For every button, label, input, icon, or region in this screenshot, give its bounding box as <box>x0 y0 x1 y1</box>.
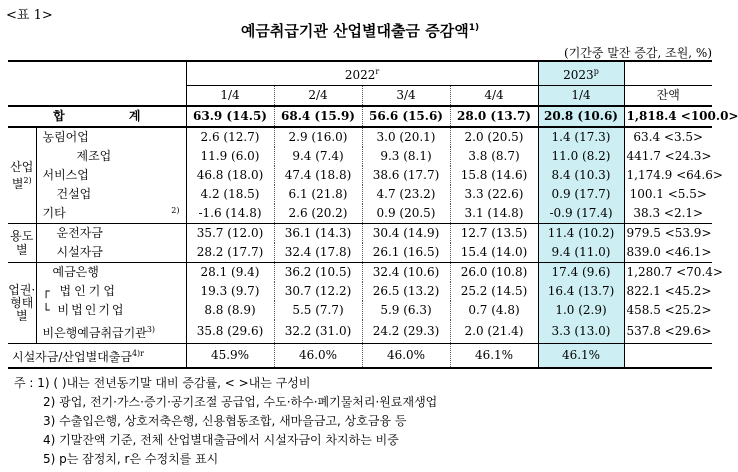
cell: 0.9 (20.5) <box>362 204 450 224</box>
cell: 17.4 (9.6) <box>538 263 624 283</box>
cell: 5.5 (7.7) <box>274 301 362 320</box>
row-label: 시설자금 <box>36 243 186 263</box>
cell: 46.8 (18.0) <box>186 166 274 185</box>
row-label: 제조업 <box>36 147 186 166</box>
header-year-row <box>8 61 712 86</box>
cell: 3.0 (20.1) <box>362 127 450 147</box>
row-label: 건설업 <box>36 185 186 204</box>
header-blank <box>8 61 186 106</box>
cell: 1,280.7 <70.4> <box>624 263 712 283</box>
table-row <box>8 243 712 263</box>
cell: 100.1 <5.5> <box>624 185 712 204</box>
title-footnote-mark: 1) <box>468 23 480 33</box>
note-1: 주 : 1) ( )내는 전년동기말 대비 증감률, < >내는 구성비 <box>14 376 311 390</box>
cell: 46.0% <box>274 344 362 369</box>
cell: 537.8 <29.6> <box>624 320 712 344</box>
cell: 28.2 (17.7) <box>186 243 274 263</box>
cell: 2.6 (20.2) <box>274 204 362 224</box>
row-label: 서비스업 <box>36 166 186 185</box>
row-label: ┌ 법인기업 <box>36 282 186 301</box>
cell: 9.4 (11.0) <box>538 243 624 263</box>
header-q2: 2/4 <box>274 86 362 107</box>
total-value: 28.0 (13.7) <box>450 106 538 127</box>
total-value: 68.4 (15.9) <box>274 106 362 127</box>
table-row <box>8 185 712 204</box>
cell: 11.9 (6.0) <box>186 147 274 166</box>
row-label: 농림어업 <box>36 127 186 147</box>
table-row <box>8 166 712 185</box>
header-q4: 4/4 <box>450 86 538 107</box>
cell: 46.1% <box>450 344 538 369</box>
cell: 26.1 (16.5) <box>362 243 450 263</box>
cell: 979.5 <53.9> <box>624 224 712 244</box>
header-year-2022: 2022$^r$ <box>186 61 538 86</box>
header-q1: 1/4 <box>186 86 274 107</box>
group-type: 업권·형태별 <box>8 282 36 323</box>
cell: 0.9 (17.7) <box>538 185 624 204</box>
cell: 19.3 (9.7) <box>186 282 274 301</box>
cell: 2.6 (12.7) <box>186 127 274 147</box>
cell: 5.9 (6.3) <box>362 301 450 320</box>
loan-table <box>8 60 738 369</box>
note-4: 4) 기말잔액 기준, 전체 산업별대출금에서 시설자금이 차지하는 비중 <box>43 433 399 447</box>
cell: 3.1 (14.8) <box>450 204 538 224</box>
cell: 3.3 (22.6) <box>450 185 538 204</box>
table-row <box>8 224 712 244</box>
cell: 16.4 (13.7) <box>538 282 624 301</box>
total-value: 56.6 (15.6) <box>362 106 450 127</box>
total-value: 1,818.4 <100.0> <box>624 106 712 127</box>
group-usage: 용도별 <box>10 229 34 257</box>
ratio-row <box>8 344 712 369</box>
cell: 822.1 <45.2> <box>624 282 712 301</box>
cell: 35.7 (12.0) <box>186 224 274 244</box>
cell: 3.3 (13.0) <box>538 320 624 344</box>
header-year-2023: 2023$^p$ <box>538 61 624 86</box>
total-label: 합 계 <box>53 109 141 123</box>
cell: 63.4 <3.5> <box>624 127 712 147</box>
cell: 2.9 (16.0) <box>274 127 362 147</box>
cell: 32.4 (17.8) <box>274 243 362 263</box>
cell: 45.9% <box>186 344 274 369</box>
cell: 15.4 (14.0) <box>450 243 538 263</box>
cell: 11.0 (8.2) <box>538 147 624 166</box>
row-label: └ 비법인기업 <box>36 301 186 320</box>
cell: 4.7 (23.2) <box>362 185 450 204</box>
cell: 12.7 (13.5) <box>450 224 538 244</box>
header-blank-balance <box>624 61 712 86</box>
cell: 24.2 (29.3) <box>362 320 450 344</box>
table-row <box>8 320 712 344</box>
cell: 8.8 (8.9) <box>186 301 274 320</box>
cell: 6.1 (21.8) <box>274 185 362 204</box>
cell: 36.2 (10.5) <box>274 263 362 283</box>
cell-empty <box>624 344 712 369</box>
cell: 839.0 <46.1> <box>624 243 712 263</box>
cell: 46.1% <box>538 344 624 369</box>
cell: -0.9 (17.4) <box>538 204 624 224</box>
table-row <box>8 263 712 283</box>
header-balance: 잔액 <box>624 86 712 107</box>
cell: 47.4 (18.8) <box>274 166 362 185</box>
cell: 1,174.9 <64.6> <box>624 166 712 185</box>
cell: 9.4 (7.4) <box>274 147 362 166</box>
table-row <box>8 282 712 301</box>
cell: 35.8 (29.6) <box>186 320 274 344</box>
cell: 36.1 (14.3) <box>274 224 362 244</box>
cell: 1.0 (2.9) <box>538 301 624 320</box>
cell: 30.4 (14.9) <box>362 224 450 244</box>
cell: 11.4 (10.2) <box>538 224 624 244</box>
cell: -1.6 (14.8) <box>186 204 274 224</box>
total-value: 63.9 (14.5) <box>186 106 274 127</box>
cell: 30.7 (12.2) <box>274 282 362 301</box>
cell: 2.0 (20.5) <box>450 127 538 147</box>
note-5: 5) p는 잠정치, r은 수정치를 표시 <box>43 452 219 466</box>
cell: 26.5 (13.2) <box>362 282 450 301</box>
cell: 26.0 (10.8) <box>450 263 538 283</box>
table-row <box>8 147 712 166</box>
row-label: 비은행예금취급기관$^{3)}$ <box>36 320 186 344</box>
cell: 28.1 (9.4) <box>186 263 274 283</box>
table-row <box>8 204 712 224</box>
row-label: 기타 2) <box>36 204 186 224</box>
note-2: 2) 광업, 전기·가스·증기·공기조절 공급업, 수도·하수·폐기물처리·원료재생업 <box>43 395 438 409</box>
cell: 9.3 (8.1) <box>362 147 450 166</box>
cell: 2.0 (21.4) <box>450 320 538 344</box>
table-label: <표 1> <box>6 8 53 23</box>
row-label: 예금은행 <box>36 263 186 283</box>
ratio-label: 시설자금/산업별대출금$^{4)r}$ <box>12 349 145 364</box>
cell: 4.2 (18.5) <box>186 185 274 204</box>
group-industry: 산업별$^{2)}$ <box>10 160 34 191</box>
header-q3: 3/4 <box>362 86 450 107</box>
cell: 3.8 (8.7) <box>450 147 538 166</box>
total-value: 20.8 (10.6) <box>538 106 624 127</box>
table-title: 예금취급기관 산업별대출금 증감액$^{1)}$ <box>240 22 480 40</box>
cell: 38.6 (17.7) <box>362 166 450 185</box>
cell: 46.0% <box>362 344 450 369</box>
unit-caption: (기간중 말잔 증감, 조원, %) <box>564 46 712 60</box>
cell: 32.2 (31.0) <box>274 320 362 344</box>
cell: 458.5 <25.2> <box>624 301 712 320</box>
total-row <box>8 106 712 127</box>
cell: 0.7 (4.8) <box>450 301 538 320</box>
cell: 25.2 (14.5) <box>450 282 538 301</box>
cell: 1.4 (17.3) <box>538 127 624 147</box>
table-row <box>8 127 712 147</box>
cell: 441.7 <24.3> <box>624 147 712 166</box>
cell: 8.4 (10.3) <box>538 166 624 185</box>
cell: 38.3 <2.1> <box>624 204 712 224</box>
row-label: 운전자금 <box>36 224 186 244</box>
table-row <box>8 301 712 320</box>
cell: 32.4 (10.6) <box>362 263 450 283</box>
cell: 15.8 (14.6) <box>450 166 538 185</box>
header-q1-2023: 1/4 <box>538 86 624 107</box>
note-3: 3) 수출입은행, 상호저축은행, 신용협동조합, 새마을금고, 상호금융 등 <box>43 414 407 428</box>
